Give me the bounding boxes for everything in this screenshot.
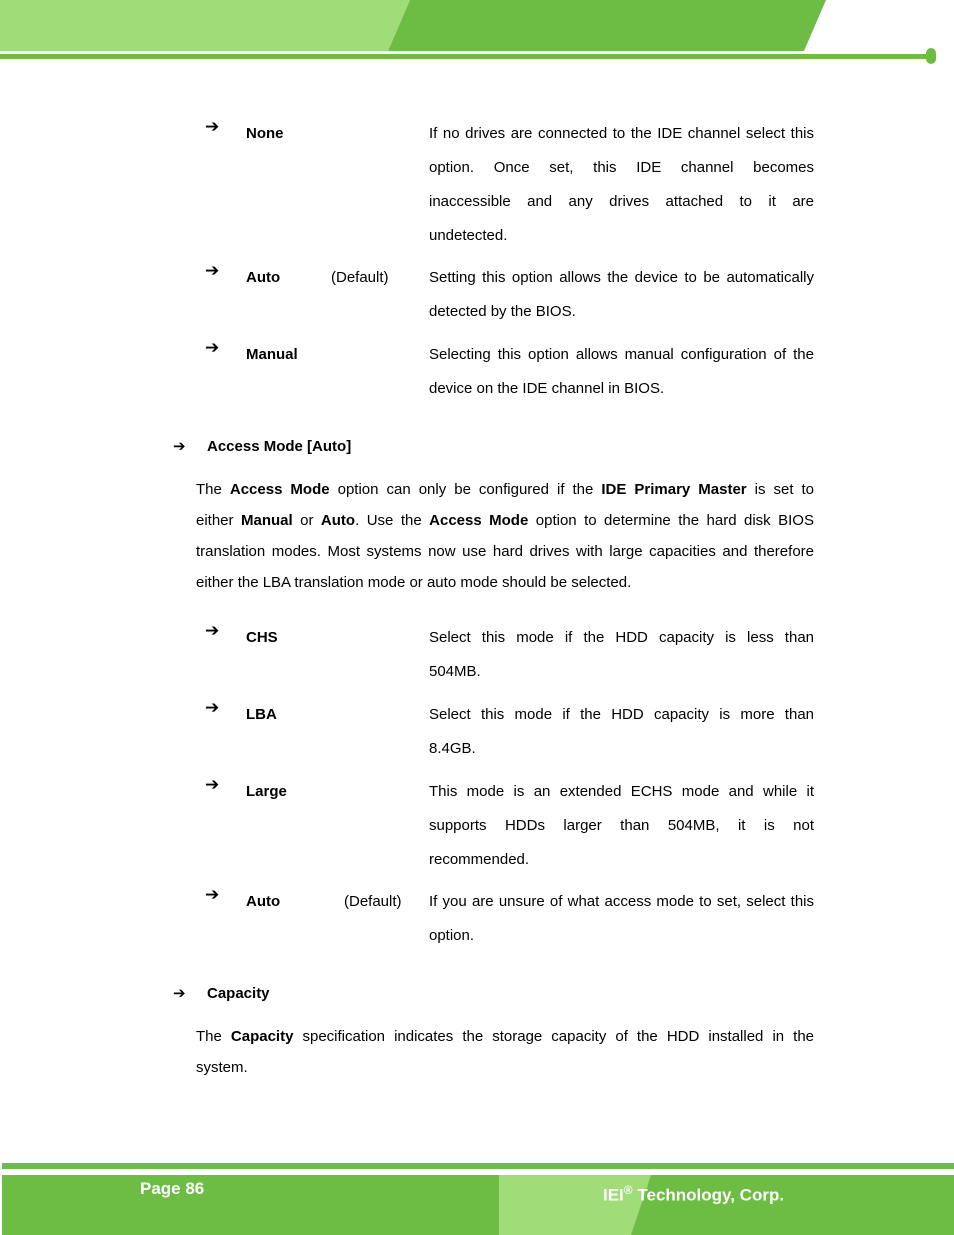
capacity-paragraph [196, 1028, 814, 1090]
text-run: . Use the [355, 512, 430, 529]
footer-rule [2, 1163, 954, 1169]
description-line: 504MB. [429, 663, 481, 680]
bold-term: Access Mode [429, 512, 529, 529]
paragraph-line [196, 481, 814, 512]
description-line: option. Once set, this IDE channel becomes [429, 159, 814, 176]
option-name: Manual [246, 346, 298, 363]
description-line: If no drives are connected to the IDE channel select this [429, 125, 814, 142]
text-run: option to determine the hard disk BIOS [528, 512, 814, 529]
description-line: detected by the BIOS. [429, 303, 576, 320]
bold-term: Manual [240, 512, 293, 529]
option-name: LBA [246, 706, 277, 723]
option-default-tag: (Default) [344, 893, 402, 910]
text-run: system. [196, 1059, 248, 1076]
page-number: Page 86 [140, 1179, 205, 1198]
description-line: option. [429, 927, 475, 944]
description-line: undetected. [429, 227, 508, 244]
capacity-heading [173, 984, 270, 1002]
description-line: Select this mode if the HDD capacity is more than [429, 706, 814, 723]
description-line: Selecting this option allows manual configuration of the [429, 346, 814, 363]
bold-term: Capacity [230, 1028, 294, 1045]
right-arrow-icon: ➔ [173, 985, 186, 1002]
option-description [429, 783, 814, 885]
right-arrow-icon: ➔ [205, 261, 220, 280]
description-line: recommended. [429, 851, 530, 868]
description-line: supports HDDs larger than 504MB, it is not [429, 817, 814, 834]
right-arrow-icon: ➔ [173, 438, 186, 455]
text-run: option can only be configured if the [329, 481, 602, 498]
description-line: If you are unsure of what access mode to set, select this [429, 893, 814, 910]
brand-name: Technology, Corp. [632, 1185, 785, 1205]
header-dark-band [388, 0, 826, 51]
header-rule-end [926, 48, 936, 64]
text-run: translation modes. Most systems now use hard drives with large capacities and therefore [196, 543, 814, 560]
company-brand [603, 1183, 784, 1206]
option-description [429, 269, 814, 337]
option-description [429, 893, 814, 961]
option-name: CHS [246, 629, 278, 646]
option-description [429, 346, 814, 414]
option-name: Auto [246, 269, 281, 286]
brand-iei: IEI [603, 1185, 624, 1205]
paragraph-line [196, 1059, 814, 1090]
text-run: either [196, 512, 241, 529]
right-arrow-icon: ➔ [205, 621, 220, 640]
description-line: This mode is an extended ECHS mode and while it [429, 783, 814, 800]
option-description [429, 629, 814, 697]
bold-term: IDE Primary Master [601, 481, 747, 498]
right-arrow-icon: ➔ [205, 117, 220, 136]
text-run: The [196, 481, 230, 498]
right-arrow-icon: ➔ [205, 698, 220, 717]
access-mode-paragraph [196, 481, 814, 605]
bold-term: Access Mode [229, 481, 330, 498]
text-run: either the LBA translation mode or auto mode should be selected. [196, 574, 632, 591]
right-arrow-icon: ➔ [205, 338, 220, 357]
option-description [429, 125, 814, 261]
header-light-band [0, 0, 410, 51]
option-name: None [246, 125, 284, 142]
description-line: Select this mode if the HDD capacity is less than [429, 629, 814, 646]
description-line: 8.4GB. [429, 740, 476, 757]
text-run: The [196, 1028, 231, 1045]
option-description [429, 706, 814, 774]
description-line: inaccessible and any drives attached to it are [429, 193, 814, 210]
option-name: Large [246, 783, 287, 800]
paragraph-line [196, 512, 814, 543]
bold-term: Auto [320, 512, 356, 529]
right-arrow-icon: ➔ [205, 775, 220, 794]
header-rule [0, 54, 930, 59]
text-run: specification indicates the storage capacity of the HDD installed in the [293, 1028, 815, 1045]
paragraph-line [196, 574, 814, 605]
capacity-heading-text: Capacity [207, 985, 270, 1002]
text-run: or [292, 512, 321, 529]
header-banner [0, 0, 954, 51]
description-line: device on the IDE channel in BIOS. [429, 380, 665, 397]
text-run: is set to [746, 481, 815, 498]
paragraph-line [196, 543, 814, 574]
option-default-tag: (Default) [331, 269, 389, 286]
description-line: Setting this option allows the device to be automatically [429, 269, 814, 286]
right-arrow-icon: ➔ [205, 885, 220, 904]
paragraph-line [196, 1028, 814, 1059]
brand-registered-mark: ® [623, 1183, 633, 1197]
access-mode-heading-text: Access Mode [Auto] [207, 438, 352, 455]
option-name: Auto [246, 893, 281, 910]
access-mode-heading [173, 437, 351, 455]
